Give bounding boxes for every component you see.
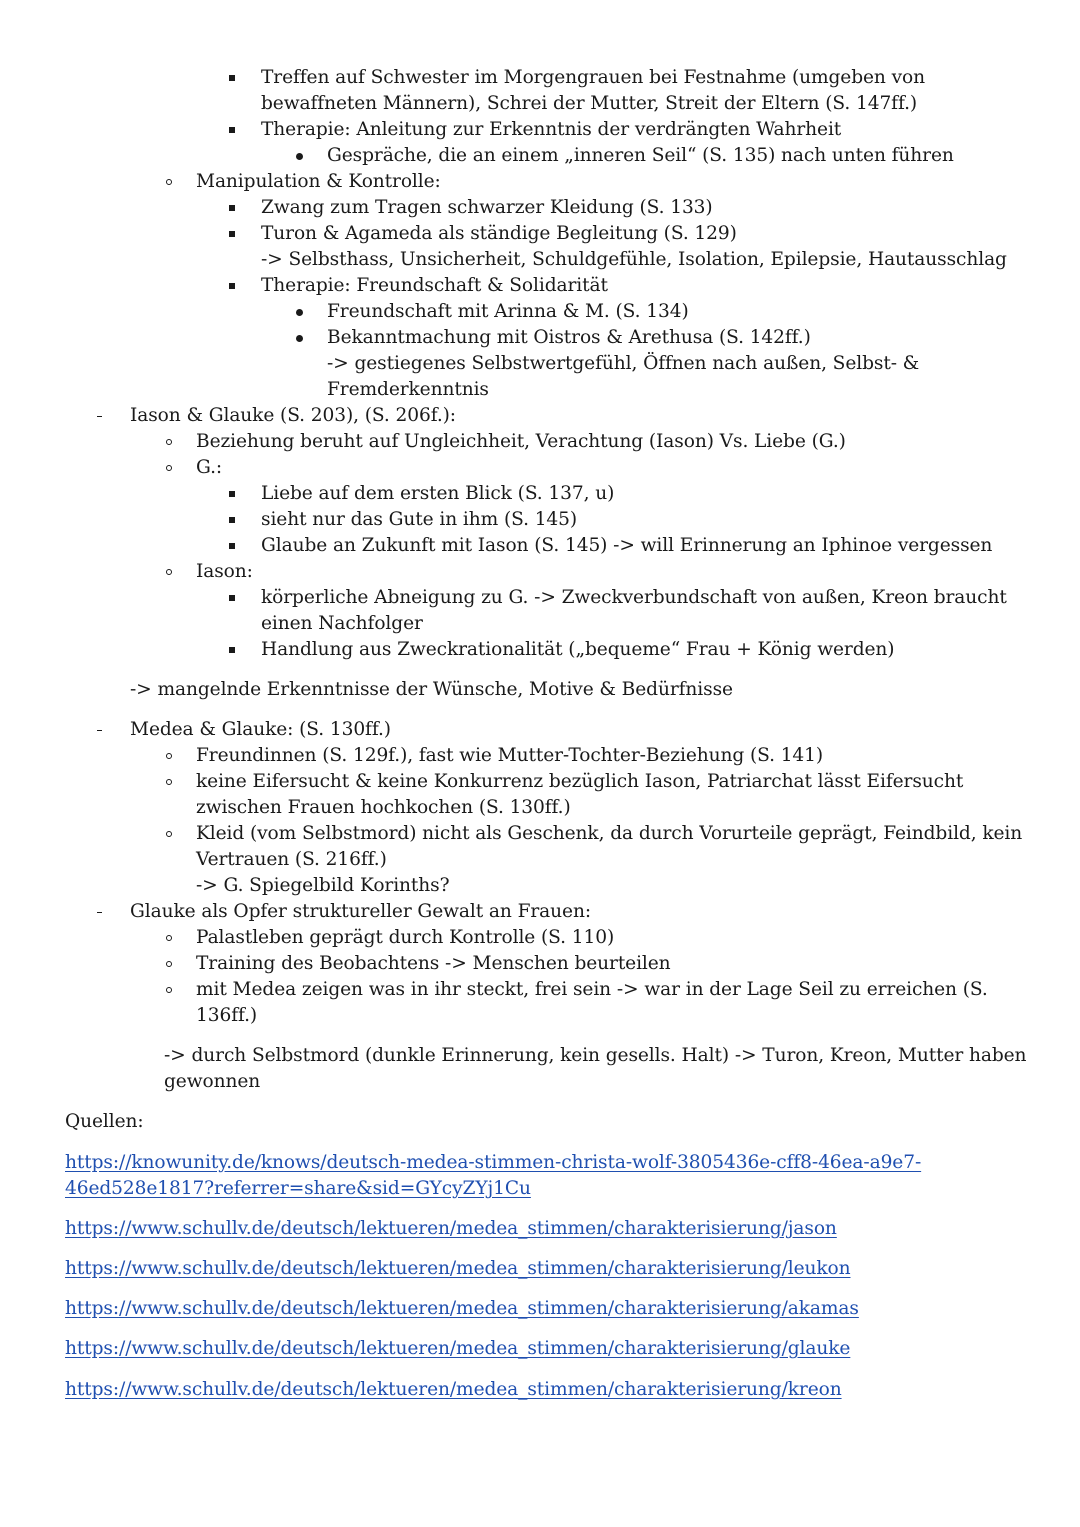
note-line: keine Eifersucht & keine Konkurrenz bezüglich Iason, Patriarchat lässt Eifersucht	[196, 771, 964, 792]
square-bullet-icon	[229, 283, 235, 289]
square-bullet-icon	[229, 231, 235, 237]
note-line: bewaffneten Männern), Schrei der Mutter, Streit der Eltern (S. 147ff.)	[261, 93, 918, 114]
source-link-text[interactable]: https://www.schullv.de/deutsch/lektueren/medea_stimmen/charakterisierung/akamas	[65, 1298, 859, 1319]
note-line: Palastleben geprägt durch Kontrolle (S. 110)	[196, 927, 615, 948]
dash-bullet-icon	[97, 912, 102, 913]
note-line: 136ff.)	[196, 1005, 258, 1026]
square-bullet-icon	[229, 517, 235, 523]
source-link[interactable]	[65, 1176, 531, 1202]
section-heading: Glauke als Opfer struktureller Gewalt an Frauen:	[130, 901, 591, 922]
source-link[interactable]	[65, 1296, 859, 1322]
dash-bullet-icon	[97, 730, 102, 731]
circle-bullet-icon	[166, 779, 172, 785]
note-line: Handlung aus Zweckrationalität („bequeme“ Frau + König werden)	[261, 639, 895, 660]
note-line: Fremderkenntnis	[327, 379, 489, 400]
circle-bullet-icon	[166, 831, 172, 837]
note-line: Manipulation & Kontrolle:	[196, 171, 441, 192]
source-link[interactable]	[65, 1150, 921, 1176]
square-bullet-icon	[229, 205, 235, 211]
note-line: Freundschaft mit Arinna & M. (S. 134)	[327, 301, 689, 322]
dash-bullet-icon	[97, 416, 102, 417]
square-bullet-icon	[229, 491, 235, 497]
note-line: zwischen Frauen hochkochen (S. 130ff.)	[196, 797, 571, 818]
note-line: Zwang zum Tragen schwarzer Kleidung (S. 133)	[261, 197, 713, 218]
note-line: Liebe auf dem ersten Blick (S. 137, u)	[261, 483, 615, 504]
note-line: Gespräche, die an einem „inneren Seil“ (S. 135) nach unten führen	[327, 145, 954, 166]
circle-bullet-icon	[166, 961, 172, 967]
note-line: Kleid (vom Selbstmord) nicht als Geschenk, da durch Vorurteile geprägt, Feindbild, kein	[196, 823, 1023, 844]
source-link-text[interactable]: https://knowunity.de/knows/deutsch-medea-stimmen-christa-wolf-3805436e-cff8-46ea-a9e7-	[65, 1152, 922, 1173]
circle-bullet-icon	[166, 753, 172, 759]
source-link[interactable]	[65, 1256, 851, 1282]
dot-bullet-icon	[296, 153, 303, 160]
note-line: -> G. Spiegelbild Korinths?	[196, 875, 450, 896]
source-link-text[interactable]: https://www.schullv.de/deutsch/lektueren/medea_stimmen/charakterisierung/leukon	[65, 1258, 851, 1279]
square-bullet-icon	[229, 543, 235, 549]
square-bullet-icon	[229, 127, 235, 133]
note-line: Glaube an Zukunft mit Iason (S. 145) -> will Erinnerung an Iphinoe vergessen	[261, 535, 993, 556]
circle-bullet-icon	[166, 179, 172, 185]
source-link-text[interactable]: https://www.schullv.de/deutsch/lektueren/medea_stimmen/charakterisierung/glauke	[65, 1338, 851, 1359]
note-line: G.:	[196, 457, 223, 478]
sources-heading: Quellen:	[65, 1111, 144, 1132]
square-bullet-icon	[229, 595, 235, 601]
square-bullet-icon	[229, 647, 235, 653]
note-line: -> durch Selbstmord (dunkle Erinnerung, kein gesells. Halt) -> Turon, Kreon, Mutter haben	[164, 1045, 1027, 1066]
square-bullet-icon	[229, 75, 235, 81]
circle-bullet-icon	[166, 439, 172, 445]
note-line: Freundinnen (S. 129f.), fast wie Mutter-Tochter-Beziehung (S. 141)	[196, 745, 824, 766]
source-link[interactable]	[65, 1216, 837, 1242]
circle-bullet-icon	[166, 465, 172, 471]
note-line: Bekanntmachung mit Oistros & Arethusa (S. 142ff.)	[327, 327, 811, 348]
note-line: sieht nur das Gute in ihm (S. 145)	[261, 509, 578, 530]
note-line: Iason:	[196, 561, 253, 582]
source-link[interactable]	[65, 1336, 850, 1362]
note-line: Therapie: Anleitung zur Erkenntnis der verdrängten Wahrheit	[261, 119, 842, 140]
note-line: körperliche Abneigung zu G. -> Zweckverbundschaft von außen, Kreon braucht	[261, 587, 1007, 608]
source-link-text[interactable]: 46ed528e1817?referrer=share&sid=GYcyZYj1Cu	[65, 1178, 531, 1199]
note-line: -> gestiegenes Selbstwertgefühl, Öffnen nach außen, Selbst- &	[327, 353, 920, 374]
note-line: Therapie: Freundschaft & Solidarität	[261, 275, 608, 296]
note-line: gewonnen	[164, 1071, 261, 1092]
note-line: Beziehung beruht auf Ungleichheit, Verachtung (Iason) Vs. Liebe (G.)	[196, 431, 846, 452]
note-line: mit Medea zeigen was in ihr steckt, frei sein -> war in der Lage Seil zu erreichen (S.	[196, 979, 988, 1000]
note-line: Training des Beobachtens -> Menschen beurteilen	[196, 953, 671, 974]
circle-bullet-icon	[166, 987, 172, 993]
section-heading: Medea & Glauke: (S. 130ff.)	[130, 719, 391, 740]
dot-bullet-icon	[296, 309, 303, 316]
source-link-text[interactable]: https://www.schullv.de/deutsch/lektueren/medea_stimmen/charakterisierung/jason	[65, 1218, 837, 1239]
note-line: Vertrauen (S. 216ff.)	[196, 849, 387, 870]
circle-bullet-icon	[166, 569, 172, 575]
note-line: einen Nachfolger	[261, 613, 423, 634]
note-line: Treffen auf Schwester im Morgengrauen bei Festnahme (umgeben von	[261, 67, 925, 88]
note-line: Turon & Agameda als ständige Begleitung (S. 129)	[261, 223, 737, 244]
dot-bullet-icon	[296, 335, 303, 342]
note-line: -> Selbsthass, Unsicherheit, Schuldgefühle, Isolation, Epilepsie, Hautausschlag	[261, 249, 1007, 270]
section-heading: Iason & Glauke (S. 203), (S. 206f.):	[130, 405, 456, 426]
source-link-text[interactable]: https://www.schullv.de/deutsch/lektueren/medea_stimmen/charakterisierung/kreon	[65, 1379, 842, 1400]
source-link[interactable]	[65, 1377, 842, 1403]
circle-bullet-icon	[166, 935, 172, 941]
note-line: -> mangelnde Erkenntnisse der Wünsche, Motive & Bedürfnisse	[130, 679, 733, 700]
